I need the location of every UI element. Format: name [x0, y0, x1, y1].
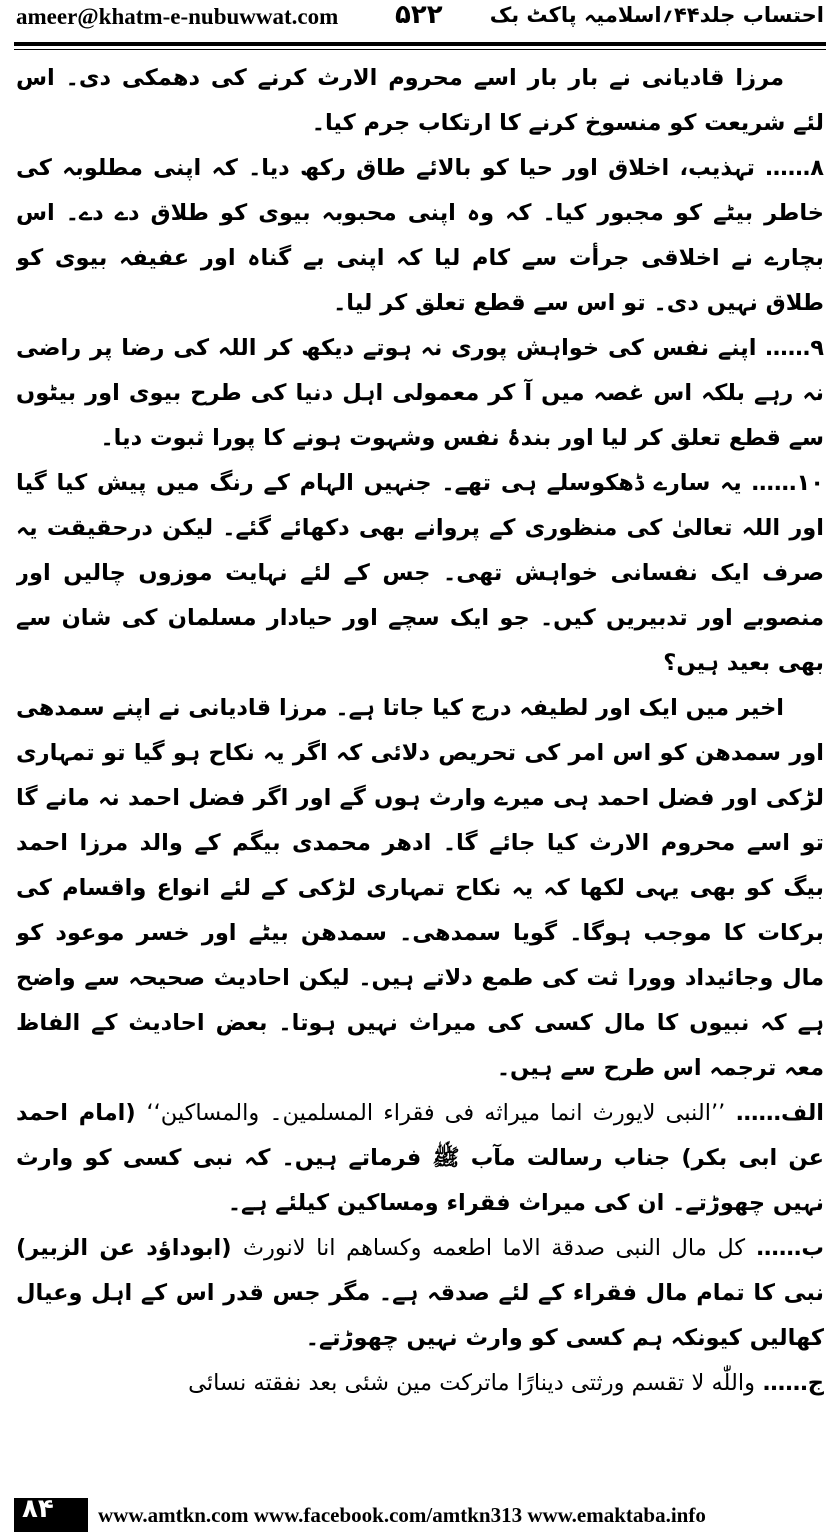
hadith-translation: (امام احمد عن ابی بکر) جناب رسالت مآب ﷺ فرماتے ہیں۔ کہ نبی کسی کو وارث نہیں چھوڑتے۔ ان کی میراث فقراء ومساکین کیلئے ہے۔ [16, 1100, 824, 1216]
hadith-ba [16, 1226, 824, 1361]
hadith-translation: (ابوداؤد عن الزبیر) نبی کا تمام مال فقراء کے لئے صدقہ ہے۔ مگر جس قدر اس کے اہل وعیال کھالیں کیونکہ ہم کسی کو وارث نہیں چھوڑتے۔ [16, 1235, 824, 1351]
header-book-title: احتساب جلد۴۴؍اسلامیہ پاکٹ بک [489, 3, 824, 27]
footer-links[interactable]: www.amtkn.com www.facebook.com/amtkn313 www.emaktaba.info [92, 1502, 826, 1536]
hadith-arabic: واللّٰه لا تقسم ورثتی دینارًا ماترکت مین شئی بعد نفقته نسائی [188, 1370, 755, 1396]
page-header [0, 0, 840, 40]
header-rule [14, 42, 826, 46]
footer-page-number: ۸۴ [22, 1494, 54, 1524]
paragraph-1: مرزا قادیانی نے بار بار اسے محروم الارث کرنے کی دھمکی دی۔ اس لئے شریعت کو منسوخ کرنے کا ارتکاب جرم کیا۔ [16, 65, 824, 136]
hadith-label: الف…… [736, 1100, 824, 1126]
header-page-number: ۵۲۲ [395, 0, 443, 30]
hadith-alif [16, 1091, 824, 1226]
paragraph-item-10: ۱۰…… یہ سارے ڈھکوسلے ہی تھے۔ جنہیں الہام کے رنگ میں پیش کیا گیا اور اللہ تعالیٰ کی منظوری کے پروانے بھی دکھائے گئے۔ لیکن درحقیقت یہ صرف ایک نفسانی خواہش تھی۔ جس کے لئے نہایت موزوں چالیں اور منصوبے اور تدبیریں کیں۔ جو ایک سچے اور حیادار مسلمان کی شان سے بھی بعید ہیں؟ [16, 470, 824, 676]
page-footer [0, 1490, 840, 1540]
paragraph-latifa: اخیر میں ایک اور لطیفہ درج کیا جاتا ہے۔ مرزا قادیانی نے اپنے سمدھی اور سمدھن کو اس امر کی تحریص دلائی کہ اگر یہ نکاح ہو گیا تو تمہاری لڑکی اور فضل احمد ہی میرے وارث ہوں گے اور اگر فضل احمد نہ مانے گا تو اسے محروم الارث کیا جائے گا۔ ادھر محمدی بیگم کے والد مرزا احمد بیگ کو بھی یہی لکھا کہ یہ نکاح تمہاری لڑکی کے لئے انواع واقسام کی برکات کا موجب ہوگا۔ گویا سمدھی۔ سمدھن بیٹے اور خسر موعود کو مال وجائیداد وورا ثت کی طمع دلاتے ہیں۔ لیکن احادیث صحیحہ سے واضح ہے کہ نبیوں کا مال کسی کی میراث نہیں ہوتا۔ بعض احادیث کے الفاظ معہ ترجمہ اس طرح سے ہیں۔ [16, 695, 824, 1081]
header-email: ameer@khatm-e-nubuwwat.com [16, 4, 339, 29]
hadith-label: ج…… [762, 1370, 824, 1396]
paragraph-item-9: ۹…… اپنے نفس کی خواہش پوری نہ ہوتے دیکھ کر اللہ کی رضا پر راضی نہ رہے بلکہ اس غصہ میں آ کر معمولی اہل دنیا کی طرح بیوی اور بیٹوں سے قطع تعلق کر لیا اور بندۂ نفس وشہوت ہونے کا پورا ثبوت دیا۔ [16, 335, 824, 451]
hadith-arabic: ’’النبی لایورث انما میراثه فی فقراء المسلمین۔ والمساکین‘‘ [146, 1100, 726, 1126]
header-rule-thin [14, 49, 826, 50]
hadith-label: ب…… [756, 1235, 824, 1261]
hadith-jim [16, 1361, 824, 1406]
hadith-arabic: کل مال النبی صدقة الاما اطعمه وکساهم انا لانورث [242, 1235, 746, 1261]
page-body [16, 56, 824, 1470]
paragraph-item-8: ۸…… تہذیب، اخلاق اور حیا کو بالائے طاق رکھ دیا۔ کہ اپنی مطلوبہ کی خاطر بیٹے کو مجبور کیا۔ کہ وہ اپنی محبوبہ بیوی کو طلاق دے دے۔ اس بچارے نے اخلاقی جرأت سے کام لیا کہ اپنی بے گناہ اور عفیفہ بیوی کو طلاق نہیں دی۔ تو اس سے قطع تعلق کر لیا۔ [16, 155, 824, 316]
